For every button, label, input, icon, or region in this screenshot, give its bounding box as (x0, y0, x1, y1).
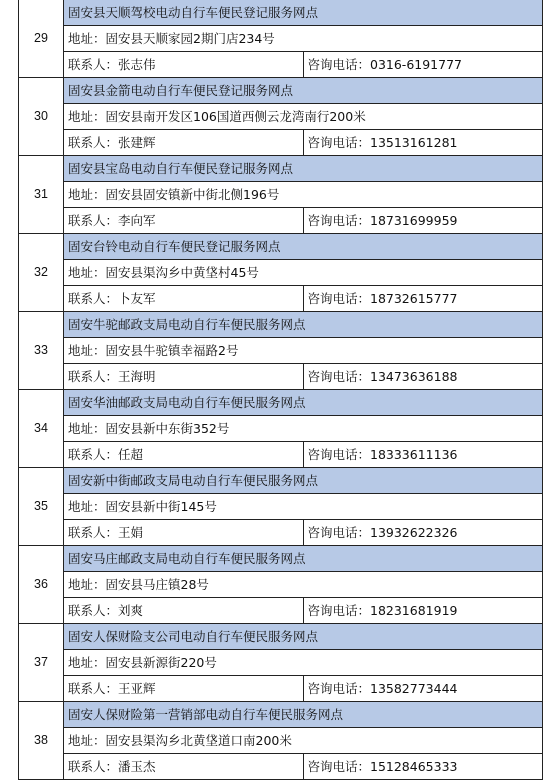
entry-phone: 咨询电话：18732615777 (303, 286, 543, 312)
table-row (19, 286, 543, 312)
service-points-table (18, 0, 543, 780)
table-row (19, 442, 543, 468)
table-row (19, 312, 543, 338)
entry-phone: 咨询电话：13582773444 (303, 676, 543, 702)
table-row (19, 754, 543, 780)
entry-phone: 咨询电话：13513161281 (303, 130, 543, 156)
table-row (19, 130, 543, 156)
entry-contact: 联系人：王海明 (64, 364, 304, 390)
entry-address: 地址：固安县牛驼镇幸福路2号 (64, 338, 543, 364)
entry-phone: 咨询电话：0316-6191777 (303, 52, 543, 78)
table-row (19, 78, 543, 104)
entry-title: 固安牛驼邮政支局电动自行车便民服务网点 (64, 312, 543, 338)
table-row (19, 182, 543, 208)
entry-number: 38 (19, 702, 64, 780)
entry-contact: 联系人：刘爽 (64, 598, 304, 624)
entry-address: 地址：固安县新中东街352号 (64, 416, 543, 442)
right-margin (545, 0, 553, 782)
entry-number: 29 (19, 0, 64, 78)
table-row (19, 572, 543, 598)
entry-number: 35 (19, 468, 64, 546)
entry-number: 33 (19, 312, 64, 390)
table-body (19, 0, 543, 780)
entry-number: 37 (19, 624, 64, 702)
entry-title: 固安马庄邮政支局电动自行车便民服务网点 (64, 546, 543, 572)
table-row (19, 156, 543, 182)
entry-title: 固安人保财险支公司电动自行车便民服务网点 (64, 624, 543, 650)
table-row (19, 702, 543, 728)
table-row (19, 468, 543, 494)
table-row (19, 728, 543, 754)
table-row (19, 26, 543, 52)
entry-contact: 联系人：任超 (64, 442, 304, 468)
entry-number: 32 (19, 234, 64, 312)
table-row (19, 520, 543, 546)
entry-address: 地址：固安县天顺家园2期门店234号 (64, 26, 543, 52)
entry-title: 固安县宝岛电动自行车便民登记服务网点 (64, 156, 543, 182)
entry-title: 固安人保财险第一营销部电动自行车便民服务网点 (64, 702, 543, 728)
table-row (19, 0, 543, 26)
entry-number: 31 (19, 156, 64, 234)
table-row (19, 390, 543, 416)
entry-address: 地址：固安县新源街220号 (64, 650, 543, 676)
entry-address: 地址：固安县马庄镇28号 (64, 572, 543, 598)
entry-title: 固安新中街邮政支局电动自行车便民服务网点 (64, 468, 543, 494)
entry-contact: 联系人：张建辉 (64, 130, 304, 156)
table-row (19, 494, 543, 520)
entry-contact: 联系人：潘玉杰 (64, 754, 304, 780)
table-row (19, 104, 543, 130)
entry-address: 地址：固安县渠沟乡中黄垡村45号 (64, 260, 543, 286)
entry-contact: 联系人：王娟 (64, 520, 304, 546)
entry-phone: 咨询电话：18231681919 (303, 598, 543, 624)
table-row (19, 338, 543, 364)
entry-title: 固安台铃电动自行车便民登记服务网点 (64, 234, 543, 260)
table-row (19, 624, 543, 650)
entry-number: 34 (19, 390, 64, 468)
entry-title: 固安华油邮政支局电动自行车便民服务网点 (64, 390, 543, 416)
table-row (19, 546, 543, 572)
entry-contact: 联系人：王亚辉 (64, 676, 304, 702)
entry-contact: 联系人：李向军 (64, 208, 304, 234)
entry-contact: 联系人：卜友军 (64, 286, 304, 312)
entry-phone: 咨询电话：13932622326 (303, 520, 543, 546)
entry-address: 地址：固安县固安镇新中街北侧196号 (64, 182, 543, 208)
entry-phone: 咨询电话：13473636188 (303, 364, 543, 390)
entry-title: 固安县天顺驾校电动自行车便民登记服务网点 (64, 0, 543, 26)
table-row (19, 676, 543, 702)
entry-phone: 咨询电话：18333611136 (303, 442, 543, 468)
entry-contact: 联系人：张志伟 (64, 52, 304, 78)
table-row (19, 598, 543, 624)
entry-phone: 咨询电话：15128465333 (303, 754, 543, 780)
entry-address: 地址：固安县南开发区106国道西侧云龙湾南行200米 (64, 104, 543, 130)
table-row (19, 364, 543, 390)
entry-address: 地址：固安县新中街145号 (64, 494, 543, 520)
entry-address: 地址：固安县渠沟乡北黄垡道口南200米 (64, 728, 543, 754)
table-row (19, 416, 543, 442)
table-row (19, 650, 543, 676)
entry-title: 固安县金箭电动自行车便民登记服务网点 (64, 78, 543, 104)
table-row (19, 260, 543, 286)
entry-number: 30 (19, 78, 64, 156)
table-row (19, 234, 543, 260)
entry-number: 36 (19, 546, 64, 624)
table-row (19, 208, 543, 234)
entry-phone: 咨询电话：18731699959 (303, 208, 543, 234)
table-row (19, 52, 543, 78)
